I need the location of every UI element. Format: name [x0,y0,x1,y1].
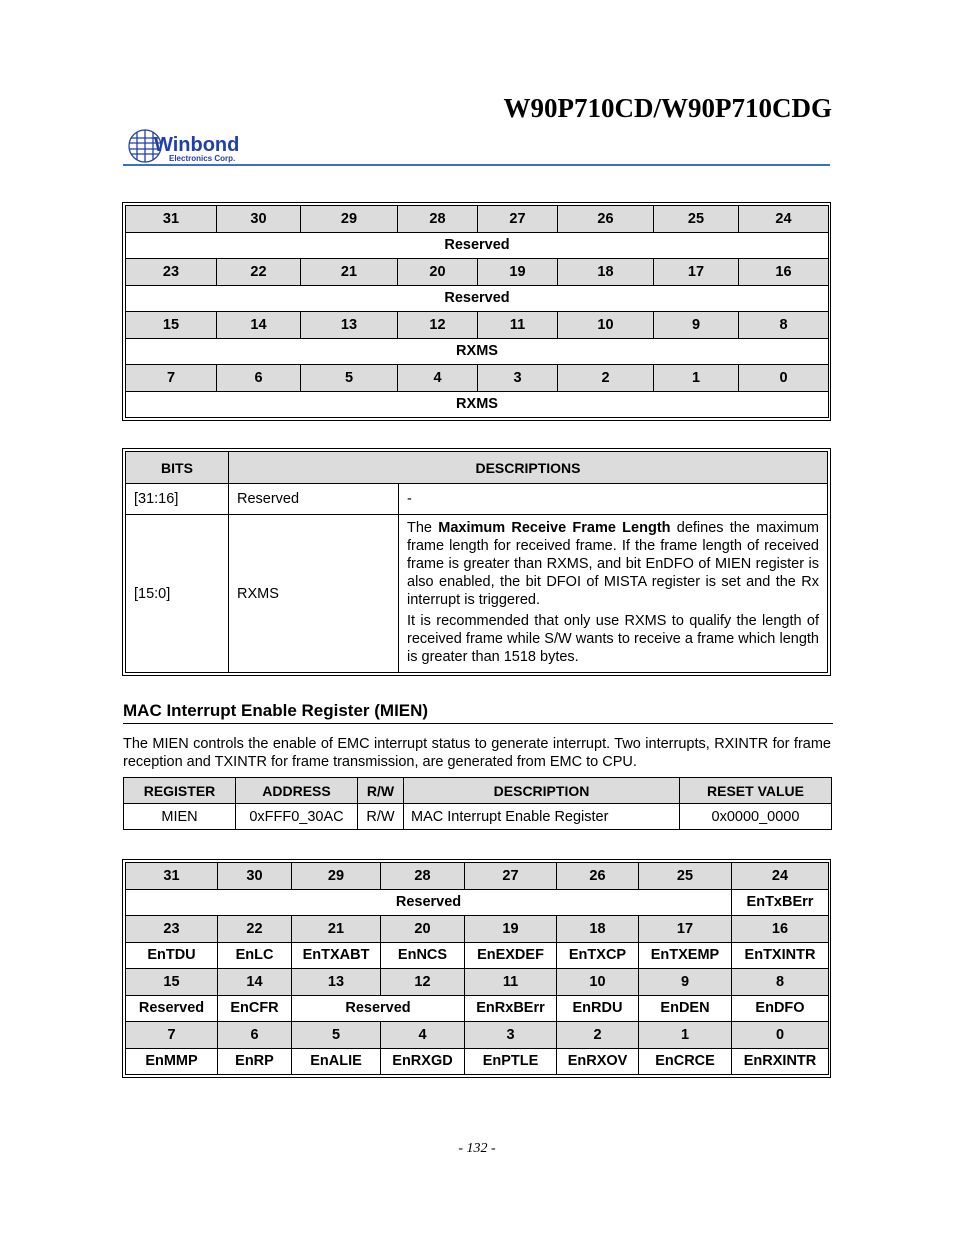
bit-number: 0 [732,1022,829,1049]
address-header: ADDRESS [236,778,358,804]
bit-number: 6 [218,1022,292,1049]
bit-number: 20 [381,916,465,943]
bit-number: 2 [558,365,654,392]
bit-field-label: EnTDU [126,942,218,969]
bit-number-row [126,259,829,286]
bit-number: 17 [639,916,732,943]
table-row [124,804,832,830]
section-title: MAC Interrupt Enable Register (MIEN) [123,701,833,724]
bit-field-label: Reserved [126,889,732,916]
bit-number: 23 [126,259,217,286]
bit-number: 9 [639,969,732,996]
description-cell: - [399,484,828,515]
register-table [123,777,832,830]
bit-number: 27 [478,206,558,233]
document-title: W90P710CD/W90P710CDG [503,93,832,123]
description-paragraph: It is recommended that only use RXMS to qualify the length of received frame while S/W wants to receive a frame which length is greater than 1518 bytes. [407,613,819,665]
bit-number: 25 [639,863,732,890]
bit-number: 2 [557,1022,639,1049]
description-cell [399,515,828,673]
svg-text:Winbond: Winbond [154,134,240,156]
bit-number: 18 [557,916,639,943]
bit-field-label: EnRP [218,1048,292,1075]
bit-number: 29 [292,863,381,890]
bit-number: 18 [558,259,654,286]
rw-cell: R/W [358,804,404,830]
header-rule [123,164,830,166]
bit-field-label: RXMS [126,391,829,418]
bit-number: 27 [465,863,557,890]
page-number: - 132 - [458,1141,496,1156]
bit-number: 21 [301,259,398,286]
bit-number: 21 [292,916,381,943]
bit-number-row [126,863,829,890]
bit-number-row [126,312,829,339]
bit-field-label: EnPTLE [465,1048,557,1075]
bit-number: 13 [301,312,398,339]
svg-text:Electronics Corp.: Electronics Corp. [169,154,236,163]
bit-number: 14 [217,312,301,339]
bit-number: 30 [217,206,301,233]
bits-cell: [15:0] [126,515,229,673]
bit-number: 14 [218,969,292,996]
bit-field-label: EnCFR [218,995,292,1022]
bit-field-label: EnMMP [126,1048,218,1075]
bit-number: 3 [465,1022,557,1049]
rxms-description-table [122,448,831,676]
bit-number: 26 [557,863,639,890]
address-cell: 0xFFF0_30AC [236,804,358,830]
bit-number: 25 [654,206,739,233]
bit-number: 31 [126,206,217,233]
bit-number: 26 [558,206,654,233]
bit-field-label: Reserved [126,285,829,312]
bit-number: 12 [398,312,478,339]
bit-field-label: Reserved [292,995,465,1022]
name-cell: RXMS [229,515,399,673]
description-cell: MAC Interrupt Enable Register [404,804,680,830]
bit-number-row [126,206,829,233]
bit-number-row [126,916,829,943]
bit-number: 8 [732,969,829,996]
bit-field-label: EnALIE [292,1048,381,1075]
bit-number: 6 [217,365,301,392]
bit-number: 20 [398,259,478,286]
bit-number-row [126,365,829,392]
rxms-bit-table [122,202,831,421]
description-header: DESCRIPTION [404,778,680,804]
rw-header: R/W [358,778,404,804]
bit-number: 11 [465,969,557,996]
mien-bit-table [122,859,831,1078]
bit-number: 7 [126,1022,218,1049]
bit-field-label: EnRDU [557,995,639,1022]
bit-number: 12 [381,969,465,996]
bit-field-label: EnDFO [732,995,829,1022]
bits-cell: [31:16] [126,484,229,515]
bit-number: 31 [126,863,218,890]
bit-number: 16 [732,916,829,943]
bit-field-label: EnTXEMP [639,942,732,969]
bit-number: 19 [478,259,558,286]
reset-value-cell: 0x0000_0000 [680,804,832,830]
bit-number: 5 [292,1022,381,1049]
bit-field-label: EnRxBErr [465,995,557,1022]
bit-field-label: EnRXINTR [732,1048,829,1075]
bit-number-row [126,1022,829,1049]
bit-number: 0 [739,365,829,392]
bit-field-label: EnTXCP [557,942,639,969]
bit-number: 7 [126,365,217,392]
bit-field-label: EnNCS [381,942,465,969]
bit-number: 4 [398,365,478,392]
bit-number: 16 [739,259,829,286]
bit-field-label: EnDEN [639,995,732,1022]
bold-term: Maximum Receive Frame Length [438,520,671,536]
bit-number: 1 [639,1022,732,1049]
bit-number: 15 [126,312,217,339]
bit-number: 29 [301,206,398,233]
bit-number: 11 [478,312,558,339]
bit-number: 10 [558,312,654,339]
table-row [126,484,828,515]
bit-field-label: EnRXOV [557,1048,639,1075]
bit-field-label: EnTXABT [292,942,381,969]
bit-number: 17 [654,259,739,286]
bit-number: 28 [398,206,478,233]
descriptions-header: DESCRIPTIONS [229,452,828,484]
bit-field-label: Reserved [126,995,218,1022]
winbond-logo [127,126,257,166]
bit-field-label: EnEXDEF [465,942,557,969]
table-row [126,515,828,673]
bit-field-label: EnTXINTR [732,942,829,969]
bit-number: 8 [739,312,829,339]
bit-field-label: Reserved [126,232,829,259]
bit-number: 1 [654,365,739,392]
register-cell: MIEN [124,804,236,830]
bit-number: 23 [126,916,218,943]
bit-field-label: RXMS [126,338,829,365]
reset-value-header: RESET VALUE [680,778,832,804]
name-cell: Reserved [229,484,399,515]
bit-number: 24 [732,863,829,890]
bit-number: 4 [381,1022,465,1049]
bit-number: 24 [739,206,829,233]
bit-field-label: EnCRCE [639,1048,732,1075]
bit-field-label: EnRXGD [381,1048,465,1075]
bits-header: BITS [126,452,229,484]
bit-number-row [126,969,829,996]
bit-number: 28 [381,863,465,890]
bit-field-label: EnTxBErr [732,889,829,916]
bit-number: 15 [126,969,218,996]
bit-number: 5 [301,365,398,392]
description-paragraph: The Maximum Receive Frame Length defines the maximum frame length for received frame. If the frame length of received frame is greater than RXMS, and bit EnDFO of MIEN register is also enabled, the bit DFOI of MISTA register is set and the Rx interrupt is triggered. [407,520,819,608]
bit-number: 22 [217,259,301,286]
bit-number: 3 [478,365,558,392]
bit-number: 30 [218,863,292,890]
register-header: REGISTER [124,778,236,804]
section-paragraph: The MIEN controls the enable of EMC interrupt status to generate interrupt. Two interrupts, RXINTR for frame reception and TXINTR for frame transmission, are generated from EMC to CPU. [123,736,831,770]
bit-number: 19 [465,916,557,943]
bit-number: 10 [557,969,639,996]
bit-field-label: EnLC [218,942,292,969]
bit-number: 9 [654,312,739,339]
bit-number: 22 [218,916,292,943]
bit-number: 13 [292,969,381,996]
